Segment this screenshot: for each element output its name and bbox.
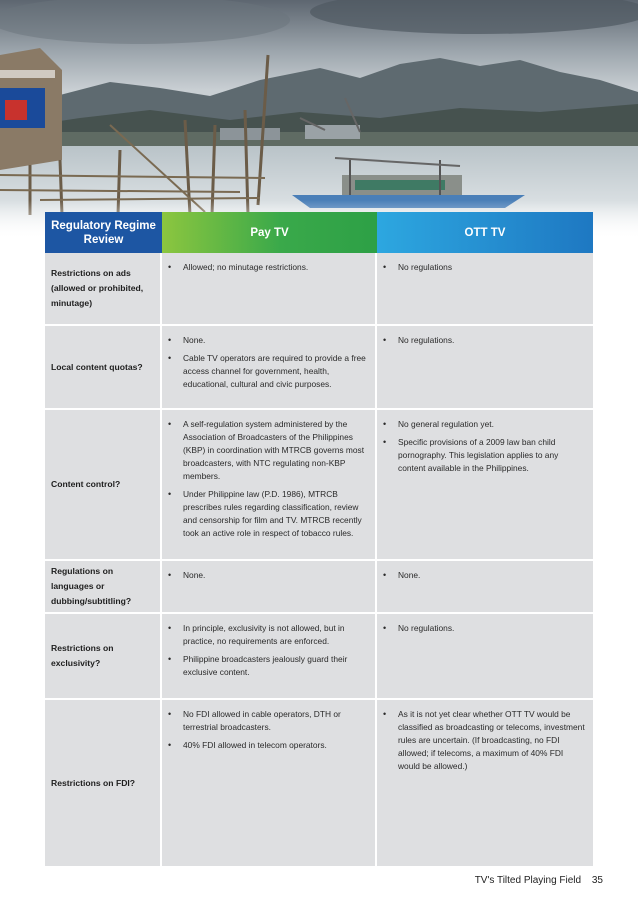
harbour-photo bbox=[0, 0, 638, 240]
pay-tv-cell bbox=[162, 326, 377, 408]
bullet-item: • As it is not yet clear whether OTT TV would be classified as broadcasting or telecoms, investment rules are uncertain. (If broadcasting, no FDI allowed; if telecoms, a maximum of 40% FDI would be allowed.) bbox=[383, 708, 585, 773]
bullet-item: • No FDI allowed in cable operators, DTH or terrestrial broadcasters. bbox=[168, 708, 367, 734]
bullet-item: • Under Philippine law (P.D. 1986), MTRCB prescribes rules regarding classification, review and censorship for film and TV. MTRCB recently took an active role in respect of tobacco rules. bbox=[168, 488, 367, 540]
header-regulatory-regime: Regulatory Regime Review bbox=[45, 212, 162, 253]
row-label: Restrictions on exclusivity? bbox=[45, 614, 162, 698]
bullet-item: • Specific provisions of a 2009 law ban child pornography. This legislation applies to any content available in the Philippines. bbox=[383, 436, 585, 475]
page-number: 35 bbox=[591, 875, 603, 886]
row-label: Regulations on languages or dubbing/subtitling? bbox=[45, 561, 162, 612]
ott-tv-cell bbox=[377, 326, 593, 408]
ott-tv-cell bbox=[377, 614, 593, 698]
header-ott-tv: OTT TV bbox=[377, 212, 593, 253]
bullet-item: • Allowed; no minutage restrictions. bbox=[168, 261, 367, 274]
pay-tv-cell bbox=[162, 614, 377, 698]
table-row bbox=[45, 326, 593, 410]
table-row bbox=[45, 614, 593, 700]
row-label: Content control? bbox=[45, 410, 162, 559]
ott-tv-cell bbox=[377, 253, 593, 324]
bullet-item: • No regulations. bbox=[383, 622, 585, 635]
table-row bbox=[45, 253, 593, 326]
bullet-item: • In principle, exclusivity is not allowed, but in practice, no requirements are enforced. bbox=[168, 622, 367, 648]
footer-title: TV's Tilted Playing Field bbox=[474, 875, 582, 886]
bullet-item: • A self-regulation system administered by the Association of Broadcasters of the Philippines (KBP) in coordination with MTRCB governs most broadcasters, with NTC regulating non-KBP members. bbox=[168, 418, 367, 483]
table-header-row bbox=[45, 212, 593, 253]
regulatory-table bbox=[45, 212, 593, 866]
page-footer bbox=[475, 875, 603, 886]
ott-tv-cell bbox=[377, 410, 593, 559]
row-label: Restrictions on ads (allowed or prohibited, minutage) bbox=[45, 253, 162, 324]
bullet-item: • Philippine broadcasters jealously guard their exclusive content. bbox=[168, 653, 367, 679]
row-label: Local content quotas? bbox=[45, 326, 162, 408]
header-pay-tv: Pay TV bbox=[162, 212, 377, 253]
table-row bbox=[45, 561, 593, 614]
bullet-item: • No general regulation yet. bbox=[383, 418, 585, 431]
pay-tv-cell bbox=[162, 700, 377, 866]
pay-tv-cell bbox=[162, 253, 377, 324]
bullet-item: • None. bbox=[383, 569, 585, 582]
bullet-item: • Cable TV operators are required to provide a free access channel for government, health, educational, cultural and civic purposes. bbox=[168, 352, 367, 391]
bullet-item: • No regulations. bbox=[383, 334, 585, 347]
bullet-item: • None. bbox=[168, 334, 367, 347]
table-row bbox=[45, 700, 593, 866]
bullet-item: • None. bbox=[168, 569, 367, 582]
bullet-item: • No regulations bbox=[383, 261, 585, 274]
pay-tv-cell bbox=[162, 410, 377, 559]
pay-tv-cell bbox=[162, 561, 377, 612]
table-row bbox=[45, 410, 593, 561]
row-label: Restrictions on FDI? bbox=[45, 700, 162, 866]
ott-tv-cell bbox=[377, 561, 593, 612]
ott-tv-cell bbox=[377, 700, 593, 866]
bullet-item: • 40% FDI allowed in telecom operators. bbox=[168, 739, 367, 752]
